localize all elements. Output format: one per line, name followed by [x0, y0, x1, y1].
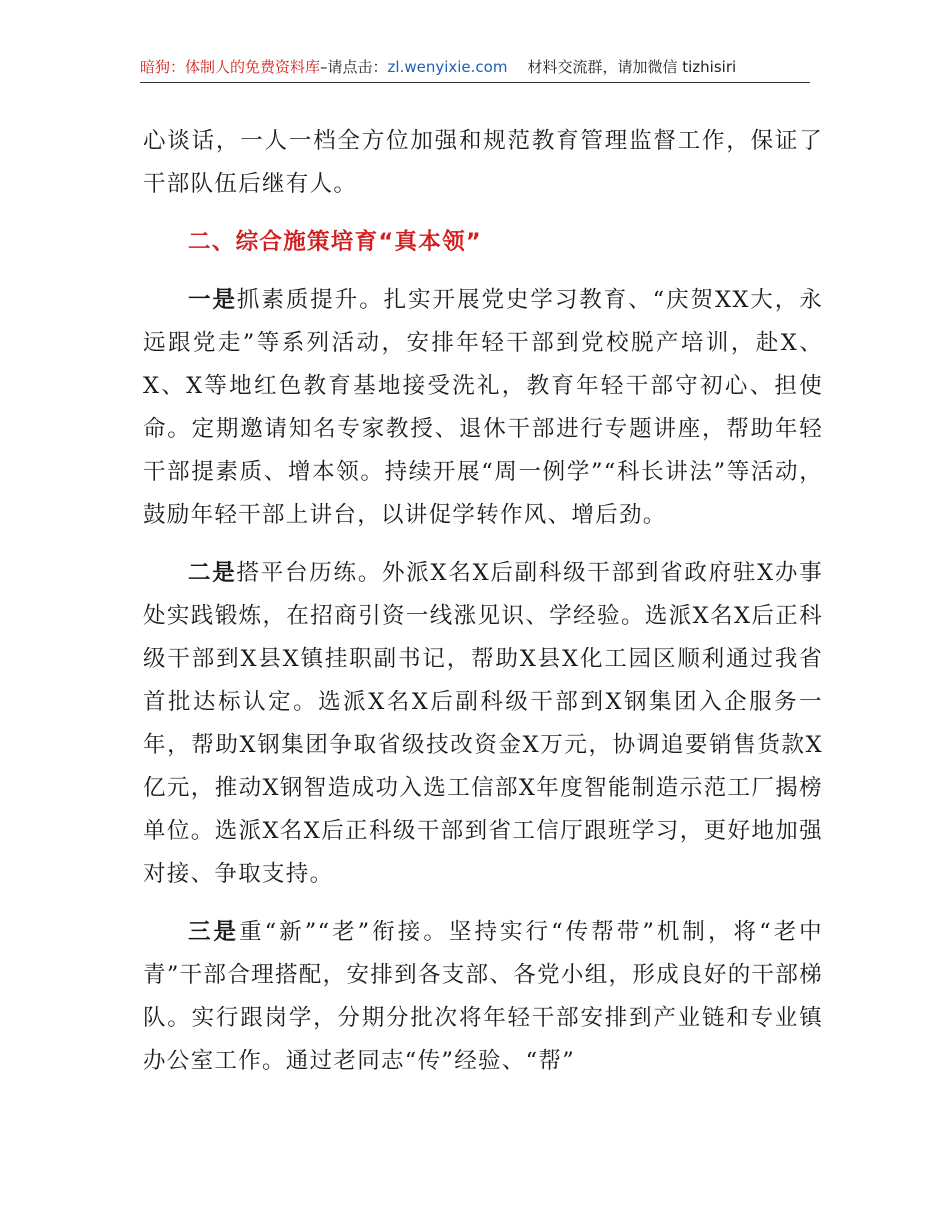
document-body	[143, 120, 823, 1083]
paragraph-1-lead: 一是	[188, 287, 237, 313]
header-wechat-note: 材料交流群，请加微信 tizhisiri	[527, 58, 737, 76]
paragraph-1-text: 抓素质提升。扎实开展党史学习教育、“庆贺XX大，永远跟党走”等系列活动，安排年轻干部到党校脱产培训，赴X、X、X等地红色教育基地接受洗礼，教育年轻干部守初心、担使命。定期邀请知名专家教授、退休干部进行专题讲座，帮助年轻干部提素质、增本领。持续开展“周一例学”“科长讲法”等活动，鼓励年轻干部上讲台，以讲促学转作风、增后劲。	[143, 287, 823, 528]
header-url-link[interactable]: zl.wenyixie.com	[387, 58, 508, 76]
paragraph-2-lead: 二是	[188, 560, 237, 586]
paragraph-2-text: 搭平台历练。外派X名X后副科级干部到省政府驻X办事处实践锻炼，在招商引资一线涨见识、学经验。选派X名X后正科级干部到X县X镇挂职副书记，帮助X县X化工园区顺利通过我省首批达标认定。选派X名X后副科级干部到X钢集团入企服务一年，帮助X钢集团争取省级技改资金X万元，协调追要销售货款X亿元，推动X钢智造成功入选工信部X年度智能制造示范工厂揭榜单位。选派X名X后正科级干部到省工信厅跟班学习，更好地加强对接、争取支持。	[143, 560, 823, 887]
header-site-title: 暗狗：体制人的免费资料库	[140, 58, 321, 76]
paragraph-3-text: 重“新”“老”衔接。坚持实行“传帮带”机制，将“老中青”干部合理搭配，安排到各支部、各党小组，形成良好的干部梯队。实行跟岗学，分期分批次将年轻干部安排到产业链和专业镇办公室工作。通过老同志“传”经验、“帮”	[143, 919, 823, 1074]
paragraph-continuation: 心谈话，一人一档全方位加强和规范教育管理监督工作，保证了干部队伍后继有人。	[143, 128, 823, 197]
paragraph-3	[143, 911, 823, 1083]
paragraph-1	[143, 279, 823, 537]
paragraph-3-lead: 三是	[188, 919, 240, 945]
section-heading: 二、综合施策培育“真本领”	[188, 229, 482, 255]
header-click-prompt: –请点击：	[320, 58, 388, 76]
page-header	[140, 52, 810, 83]
paragraph-2	[143, 552, 823, 896]
